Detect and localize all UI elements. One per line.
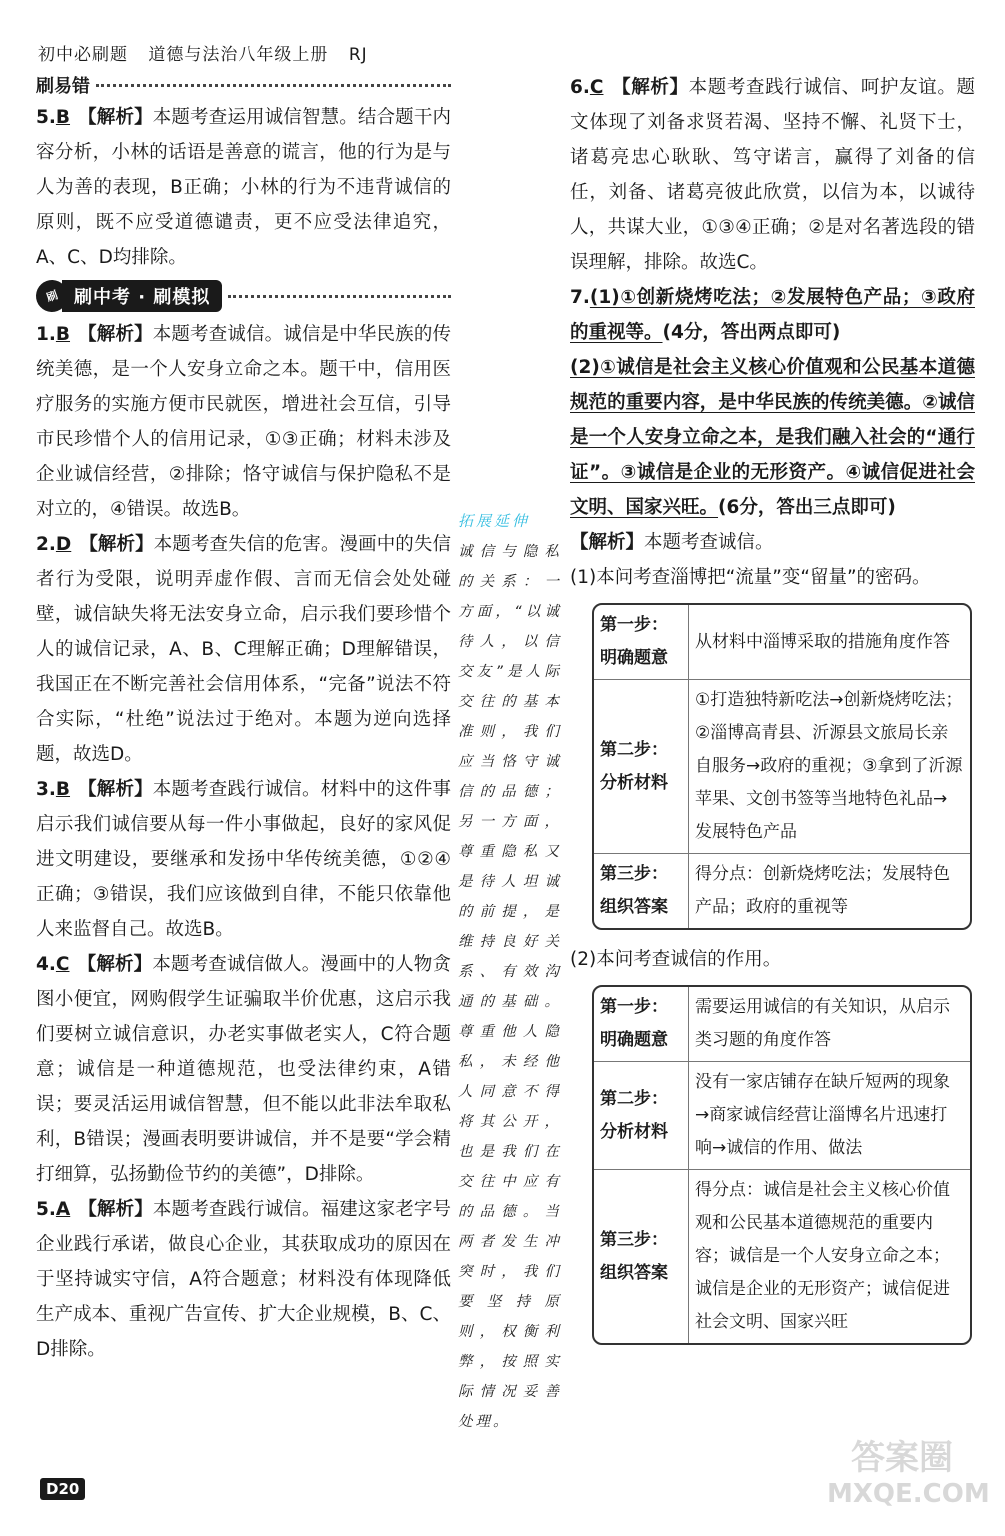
answer-2: 2.D 【解析】本题考查失信的危害。漫画中的失信者行为受限，说明弄虚作假、言而无信会处处碰壁，诚信缺失将无法安身立命，启示我们要珍惜个人的诚信记录，A、B、C理解正确；D理解错误，我国正在不断完善社会信用体系，“完备”说法不符合实际，“杜绝”说法过于绝对。本题为逆向选择题，故选D。 [36,534,451,765]
table-row: 第三步：组织答案 得分点：创新烧烤吃法；发展特色产品；政府的重视等 [594,854,970,928]
table-row: 第二步：分析材料 ①打造独特新吃法→创新烧烤吃法；②淄博高青县、沂源县文旅局长亲自服务→政府的重视；③拿到了沂源苹果、文创书签等当地特色礼品→发展特色产品 [594,680,970,854]
answer-easy-5: 5.B 【解析】本题考查运用诚信智慧。结合题干内容分析，小林的话语是善意的谎言，他的行为是与人为善的表现，B正确；小林的行为不违背诚信的原则，既不应受道德谴责，更不应受法律追究，A、C、D均排除。 [36,107,451,268]
steps-table-2 [592,985,972,1345]
answer-7-sub2: (2)本问考查诚信的作用。 [570,949,782,970]
answer-7-part1: 7.(1)①创新烧烤吃法；②发展特色产品；③政府的重视等。(4分，答出两点即可) [570,287,975,343]
steps-table-1 [592,603,972,930]
answer-5: 5.A 【解析】本题考查践行诚信。福建这家老字号企业践行承诺，做良心企业，其获取成功的原因在于坚持诚实守信，A符合题意；材料没有体现降低生产成本、重视广告宣传、扩大企业规模，B、C、D排除。 [36,1199,451,1360]
watermark-logo: 答案圈 MXQE.COM [827,1438,990,1509]
answer-7-analysis: 【解析】本题考查诚信。 [570,532,774,553]
subject-title: 道德与法治八年级上册 [148,45,329,65]
extension-text: 诚信与隐私的关系：一方面，“以诚待人，以信交友”是人际交往的基本准则，我们应当恪守诚信的品德；另一方面，尊重隐私又是待人坦诚的前提，是维持良好关系、有效沟通的基础。尊重他人隐私，未经他人同意不得将其公开，也是我们在交往中应有的品德。当两者发生冲突时，我们要坚持原则，权衡利弊，按照实际情况妥善处理。 [458,544,562,1430]
answer-3: 3.B 【解析】本题考查践行诚信。材料中的这件事启示我们诚信要从每一件小事做起，良好的家风促进文明建设，要继承和发扬中华传统美德，①②④正确；③错误，我们应该做到自律，不能只依靠他人来监督自己。故选B。 [36,779,451,940]
right-column [570,70,975,1357]
book-title: 初中必刷题 [38,45,128,65]
left-column [36,70,451,1367]
page-number: D20 [40,1478,85,1500]
answer-6: 6.C 【解析】本题考查践行诚信、呵护友谊。题文体现了刘备求贤若渴、坚持不懈、礼贤下士，诸葛亮忠心耿耿、笃守诺言，赢得了刘备的信任，刘备、诸葛亮彼此欣赏，以信为本，以诚待人，共谋大业，①③④正确；②是对名著选段的错误理解，排除。故选C。 [570,77,975,273]
section-easy-errors: 刷易错 [36,70,451,100]
table-row: 第二步：分析材料 没有一家店铺存在缺斤短两的现象→商家诚信经营让淄博名片迅速打响→诚信的作用、做法 [594,1062,970,1170]
page-header [38,40,382,65]
table-row: 第三步：组织答案 得分点：诚信是社会主义核心价值观和公民基本道德规范的重要内容；诚信是一个人安身立命之本；诚信是企业的无形资产；诚信促进社会文明、国家兴旺 [594,1170,970,1343]
edition-label: RJ [348,45,368,65]
answer-4: 4.C 【解析】本题考查诚信做人。漫画中的人物贪图小便宜，网购假学生证骗取半价优惠，这启示我们要树立诚信意识，办老实事做老实人，C符合题意；诚信是一种道德规范，也受法律约束，A错误；要灵活运用诚信智慧，但不能以此非法牟取私利，B错误；漫画表明要讲诚信，并不是要“学会精打细算，弘扬勤俭节约的美德”，D排除。 [36,954,451,1185]
answer-1: 1.B 【解析】本题考查诚信。诚信是中华民族的传统美德，是一个人安身立命之本。题干中，信用医疗服务的实施方便市民就医，增进社会互信，引导市民珍惜个人的信用记录，①③正确；材料未涉及企业诚信经营，②排除；恪守诚信与保护隐私不是对立的，④错误。故选B。 [36,324,451,520]
extension-title: 拓展延伸 [458,512,531,530]
banner-badge-icon: 刷 [31,275,72,316]
section-banner [36,279,451,313]
banner-title: 刷中考 · 刷模拟 [62,280,222,312]
table-row: 第一步：明确题意 从材料中淄博采取的措施角度作答 [594,605,970,680]
answer-7-part2: (2)①诚信是社会主义核心价值观和公民基本道德规范的重要内容，是中华民族的传统美德。②诚信是一个人安身立命之本，是我们融入社会的“通行证”。③诚信是企业的无形资产。④诚信促进社会文明、国家兴旺。(6分，答出三点即可) [570,357,975,518]
table-row: 第一步：明确题意 需要运用诚信的有关知识，从启示类习题的角度作答 [594,987,970,1062]
extension-note [458,510,562,1437]
answer-7-sub1: (1)本问考查淄博把“流量”变“留量”的密码。 [570,567,931,588]
